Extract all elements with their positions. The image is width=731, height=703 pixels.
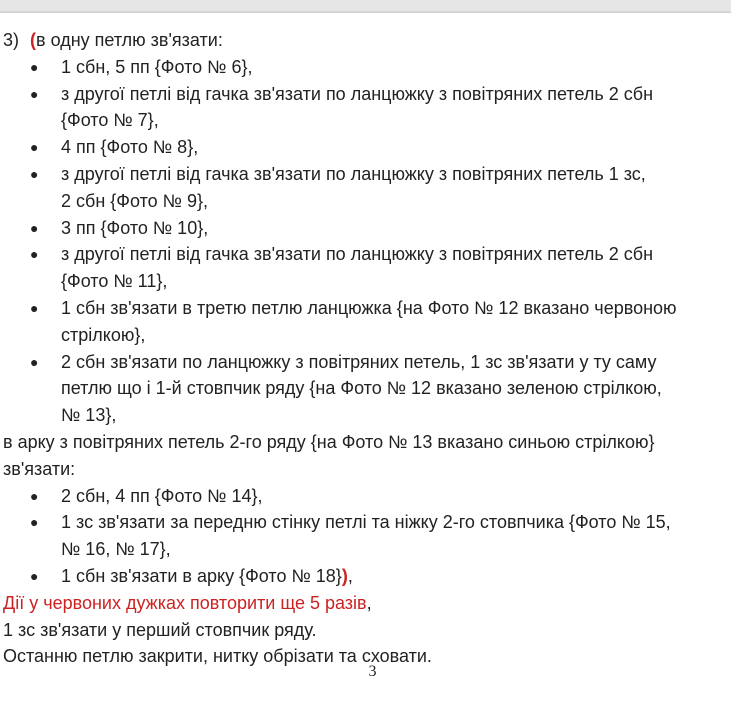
bullet-dot: ● bbox=[30, 85, 39, 102]
list-item-continuation bbox=[3, 107, 731, 134]
list-item-text: 4 пп {Фото № 8}, bbox=[61, 137, 199, 158]
arch-text-line-2 bbox=[3, 456, 731, 483]
open-paren: ( bbox=[30, 30, 37, 50]
document-page bbox=[0, 12, 731, 703]
list-item-continuation bbox=[3, 268, 731, 295]
list-item-text: стрілкою}, bbox=[61, 324, 146, 345]
list-item-text: 2 сбн, 4 пп {Фото № 14}, bbox=[61, 485, 263, 506]
list-item-continuation bbox=[3, 402, 731, 429]
bullet-dot: ● bbox=[30, 58, 39, 75]
bullet-dot: ● bbox=[30, 353, 39, 370]
step-heading bbox=[3, 27, 731, 54]
repeat-comma: , bbox=[366, 592, 372, 613]
closing-text-1: 1 зс зв'язати у перший стовпчик ряду. bbox=[3, 619, 317, 640]
list-item-text: 3 пп {Фото № 10}, bbox=[61, 217, 209, 238]
list-item-text: з другої петлі від гачка зв'язати по ланцюжку з повітряних петель 2 сбн bbox=[61, 83, 654, 104]
step-intro: в одну петлю зв'язати: bbox=[36, 30, 223, 50]
list-item-text: 1 сбн, 5 пп {Фото № 6}, bbox=[61, 56, 253, 77]
repeat-text: Дії у червоних дужках повторити ще 5 разів bbox=[3, 592, 367, 613]
list-item-text: 2 сбн {Фото № 9}, bbox=[61, 190, 208, 211]
list-item bbox=[3, 215, 731, 242]
list-item-text: № 16, № 17}, bbox=[61, 539, 171, 560]
bullet-list-2 bbox=[3, 483, 731, 563]
list-item-continuation bbox=[3, 536, 731, 563]
list-item-text: № 13}, bbox=[61, 405, 117, 426]
list-item-text: 1 зс зв'язати за передню стінку петлі та ніжку 2-го стовпчика {Фото № 15, bbox=[61, 512, 671, 533]
document-body bbox=[3, 27, 731, 670]
page-number: 3 bbox=[368, 663, 377, 680]
list-item bbox=[3, 241, 731, 268]
list-item-last bbox=[3, 563, 731, 590]
list-item-text: {Фото № 7}, bbox=[61, 110, 159, 131]
list-item-text: 2 сбн зв'язати по ланцюжку з повітряних петель, 1 зс зв'язати у ту саму bbox=[61, 351, 657, 372]
bullet-dot: ● bbox=[30, 514, 39, 531]
list-item-text: {Фото № 11}, bbox=[61, 271, 168, 292]
closing-line-1 bbox=[3, 617, 731, 644]
list-item-continuation bbox=[3, 322, 731, 349]
list-item bbox=[3, 509, 731, 536]
arch-text-1: в арку з повітряних петель 2-го ряду {на Фото № 13 вказано синьою стрілкою} bbox=[3, 431, 655, 452]
last-item-text: 1 сбн зв'язати в арку {Фото № 18} bbox=[61, 565, 342, 586]
bullet-dot: ● bbox=[30, 246, 39, 263]
list-item bbox=[3, 54, 731, 81]
bullet-dot: ● bbox=[30, 165, 39, 182]
bullet-dot: ● bbox=[30, 299, 39, 316]
last-item-comma: , bbox=[347, 565, 353, 586]
list-item bbox=[3, 81, 731, 108]
bullet-list-1 bbox=[3, 54, 731, 429]
bullet-dot: ● bbox=[30, 219, 39, 236]
last-item-text-wrap bbox=[61, 563, 353, 590]
bullet-dot: ● bbox=[30, 139, 39, 156]
list-item bbox=[3, 134, 731, 161]
list-item-text: з другої петлі від гачка зв'язати по ланцюжку з повітряних петель 1 зс, bbox=[61, 163, 646, 184]
closing-text-2: Останню петлю закрити, нитку обрізати та сховати. bbox=[3, 646, 432, 667]
list-item-text: з другої петлі від гачка зв'язати по ланцюжку з повітряних петель 2 сбн bbox=[61, 244, 654, 265]
step-number: 3) bbox=[3, 30, 20, 50]
list-item-text: петлю що і 1-й стовпчик ряду {на Фото № 12 вказано зеленою стрілкою, bbox=[61, 378, 662, 399]
list-item bbox=[3, 349, 731, 376]
arch-text-2: зв'язати: bbox=[3, 458, 76, 479]
close-paren: ) bbox=[341, 565, 348, 586]
list-item bbox=[3, 161, 731, 188]
bullet-dot: ● bbox=[30, 487, 39, 504]
list-item-continuation bbox=[3, 188, 731, 215]
bullet-dot: ● bbox=[30, 567, 39, 584]
list-item-text: 1 сбн зв'язати в третю петлю ланцюжка {на Фото № 12 вказано червоною bbox=[61, 297, 677, 318]
arch-text-line-1 bbox=[3, 429, 731, 456]
list-item bbox=[3, 295, 731, 322]
repeat-line bbox=[3, 590, 731, 617]
list-item bbox=[3, 483, 731, 510]
list-item-continuation bbox=[3, 375, 731, 402]
